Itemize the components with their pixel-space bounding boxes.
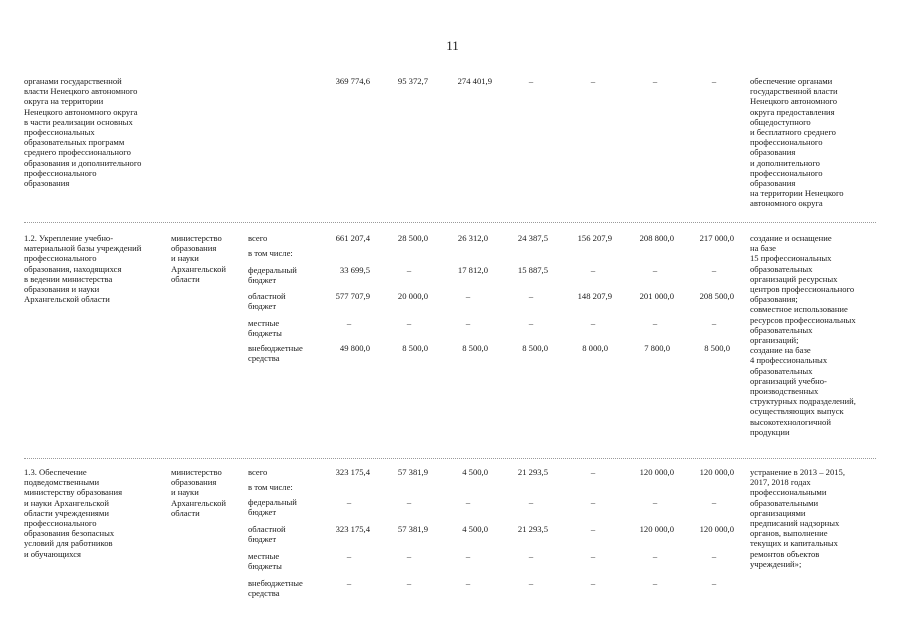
amount-total: – <box>346 497 352 507</box>
amount-total: 323 175,4 <box>335 467 370 477</box>
amount-total: – <box>346 578 352 588</box>
amount-2017: – <box>652 578 658 588</box>
amount-2018: – <box>711 551 717 561</box>
amount-2015: – <box>528 578 534 588</box>
amount-2015: – <box>528 291 534 301</box>
event-description: 1.2. Укрепление учебно- материальной базы учреждений профессионального образования, находящихся в ведении министерства образования и науки Архангельской области <box>24 233 142 305</box>
amount-2016: – <box>590 318 596 328</box>
amount-2016: – <box>590 578 596 588</box>
amount-2016: – <box>590 467 596 477</box>
amount-2016: – <box>590 76 596 86</box>
amount-2014: 4 500,0 <box>462 524 488 534</box>
amount-2016: – <box>590 524 596 534</box>
amount-2013: – <box>406 265 412 275</box>
funding-source: федеральный бюджет <box>248 265 297 286</box>
amount-2016: 8 000,0 <box>582 343 608 353</box>
amount-2015: 24 387,5 <box>517 233 548 243</box>
amount-2013: – <box>406 551 412 561</box>
funding-source: всего <box>248 467 268 477</box>
amount-2017: – <box>652 497 658 507</box>
amount-2013: – <box>406 497 412 507</box>
amount-2017: 7 800,0 <box>644 343 670 353</box>
funding-source: в том числе: <box>248 482 293 492</box>
executor: министерство образования и науки Архангельской области <box>171 233 226 284</box>
amount-2018: – <box>711 578 717 588</box>
amount-2015: 8 500,0 <box>522 343 548 353</box>
event-description: 1.3. Обеспечение подведомственными министерству образования и науки Архангельской области учреждениями профессионального образования безопасных условий для работников и обучающихся <box>24 467 123 559</box>
amount-2013: – <box>406 578 412 588</box>
amount-2017: – <box>652 551 658 561</box>
amount-2013: 28 500,0 <box>397 233 428 243</box>
amount-total: – <box>346 318 352 328</box>
amount-2014: 4 500,0 <box>462 467 488 477</box>
amount-2018: 120 000,0 <box>699 524 734 534</box>
amount-2017: 120 000,0 <box>639 524 674 534</box>
funding-source: местные бюджеты <box>248 318 282 339</box>
amount-2014: – <box>465 291 471 301</box>
amount-2015: 21 293,5 <box>517 467 548 477</box>
amount-2014: – <box>465 551 471 561</box>
row-divider <box>24 222 876 223</box>
amount-2014: – <box>465 497 471 507</box>
amount-2015: – <box>528 497 534 507</box>
amount-2014: 8 500,0 <box>462 343 488 353</box>
amount-2018: – <box>711 497 717 507</box>
amount-2014: – <box>465 578 471 588</box>
funding-source: внебюджетные средства <box>248 578 303 599</box>
expected-result: обеспечение органами государственной власти Ненецкого автономного округа предоставления общедоступного и бесплатного среднего профессионального образования и дополнительного профессионального образования на территории Ненецкого автономного округа <box>750 76 844 209</box>
amount-2018: 217 000,0 <box>699 233 734 243</box>
amount-2018: – <box>711 318 717 328</box>
amount-total: 49 800,0 <box>339 343 370 353</box>
amount-2015: 21 293,5 <box>517 524 548 534</box>
executor: министерство образования и науки Архангельской области <box>171 467 226 518</box>
funding-source: федеральный бюджет <box>248 497 297 518</box>
page-number: 11 <box>446 38 459 53</box>
amount-2016: – <box>590 265 596 275</box>
amount-2014: 17 812,0 <box>457 265 488 275</box>
funding-source: местные бюджеты <box>248 551 282 572</box>
amount-2014: 274 401,9 <box>457 76 492 86</box>
amount-total: 661 207,4 <box>335 233 370 243</box>
amount-2015: – <box>528 318 534 328</box>
amount-2015: – <box>528 76 534 86</box>
amount-2013: 8 500,0 <box>402 343 428 353</box>
amount-2013: 57 381,9 <box>397 467 428 477</box>
amount-2017: 201 000,0 <box>639 291 674 301</box>
amount-2018: 208 500,0 <box>699 291 734 301</box>
amount-2016: 156 207,9 <box>577 233 612 243</box>
amount-total: 323 175,4 <box>335 524 370 534</box>
amount-2016: – <box>590 551 596 561</box>
amount-2016: 148 207,9 <box>577 291 612 301</box>
amount-2018: 8 500,0 <box>704 343 730 353</box>
funding-source: в том числе: <box>248 248 293 258</box>
amount-2013: 57 381,9 <box>397 524 428 534</box>
amount-total: – <box>346 551 352 561</box>
funding-source: областной бюджет <box>248 524 286 545</box>
expected-result: устранение в 2013 – 2015, 2017, 2018 годах профессиональными образовательными организациями предписаний надзорных органов, выполнение текущих и капитальных ремонтов объектов учреждений»; <box>750 467 845 569</box>
amount-2015: 15 887,5 <box>517 265 548 275</box>
event-description: органами государственной власти Ненецкого автономного округа на территории Ненецкого автономного округа в части реализации основных профессиональных образовательных программ среднего профессионального образования и дополнительного профессионального образования <box>24 76 142 189</box>
expected-result: создание и оснащение на базе 15 профессиональных образовательных организаций ресурсных центров профессионального образования; совместное использование ресурсов профессиональных образовательных организаций; создание на базе 4 профессиональных образовательных организаций учебно- производственных структурных подразделений, осуществляющих выпуск высокотехнологичной продукции <box>750 233 856 437</box>
amount-total: 577 707,9 <box>335 291 370 301</box>
funding-source: внебюджетные средства <box>248 343 303 364</box>
amount-total: 33 699,5 <box>339 265 370 275</box>
amount-2015: – <box>528 551 534 561</box>
amount-2014: – <box>465 318 471 328</box>
amount-2016: – <box>590 497 596 507</box>
funding-source: областной бюджет <box>248 291 286 312</box>
amount-total: 369 774,6 <box>335 76 370 86</box>
amount-2017: – <box>652 318 658 328</box>
amount-2013: – <box>406 318 412 328</box>
amount-2017: – <box>652 76 658 86</box>
amount-2014: 26 312,0 <box>457 233 488 243</box>
funding-source: всего <box>248 233 268 243</box>
amount-2018: – <box>711 265 717 275</box>
amount-2018: – <box>711 76 717 86</box>
amount-2017: – <box>652 265 658 275</box>
row-divider <box>24 458 876 459</box>
amount-2017: 120 000,0 <box>639 467 674 477</box>
amount-2013: 20 000,0 <box>397 291 428 301</box>
amount-2017: 208 800,0 <box>639 233 674 243</box>
amount-2018: 120 000,0 <box>699 467 734 477</box>
amount-2013: 95 372,7 <box>397 76 428 86</box>
